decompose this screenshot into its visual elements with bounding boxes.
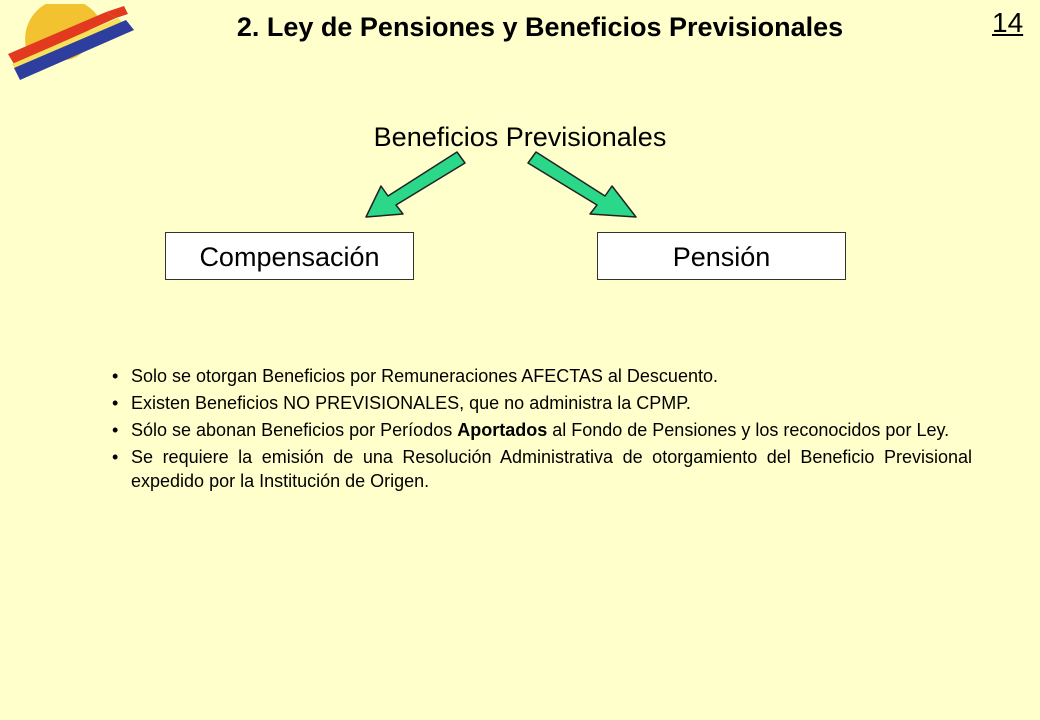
- bullet-text: Existen Beneficios NO PREVISIONALES, que no administra la CPMP.: [131, 393, 691, 413]
- branch-arrows: [340, 150, 670, 240]
- list-item: [112, 364, 972, 388]
- institution-logo: [6, 4, 134, 80]
- page-number: 14: [992, 7, 1024, 38]
- bullet-text: Solo se otorgan Beneficios por Remuneraciones AFECTAS al Descuento.: [131, 366, 718, 386]
- bullet-text-post: al Fondo de Pensiones y los reconocidos por Ley.: [547, 420, 950, 440]
- bullet-text-pre: Sólo se abonan Beneficios por Períodos: [131, 420, 458, 440]
- pension-box: Pensión: [597, 232, 846, 280]
- bullet-icon: •: [112, 366, 119, 386]
- bullet-icon: •: [112, 393, 119, 413]
- list-item: [112, 445, 972, 493]
- arrow-right-icon: [528, 152, 636, 217]
- bullet-icon: •: [112, 447, 119, 467]
- bullet-list: [112, 364, 972, 496]
- diagram-heading: Beneficios Previsionales: [373, 122, 667, 152]
- list-item: [112, 391, 972, 415]
- page-title: 2. Ley de Pensiones y Beneficios Previsionales: [236, 12, 844, 42]
- bullet-text: Se requiere la emisión de una Resolución Administrativa de otorgamiento del Beneficio Previsional expedido por la Institución de Origen.: [131, 447, 972, 491]
- bullet-icon: •: [112, 420, 119, 440]
- bullet-text-bold: Aportados: [457, 420, 548, 440]
- arrow-left-icon: [366, 152, 465, 217]
- list-item: [112, 418, 972, 442]
- compensacion-box: Compensación: [165, 232, 414, 280]
